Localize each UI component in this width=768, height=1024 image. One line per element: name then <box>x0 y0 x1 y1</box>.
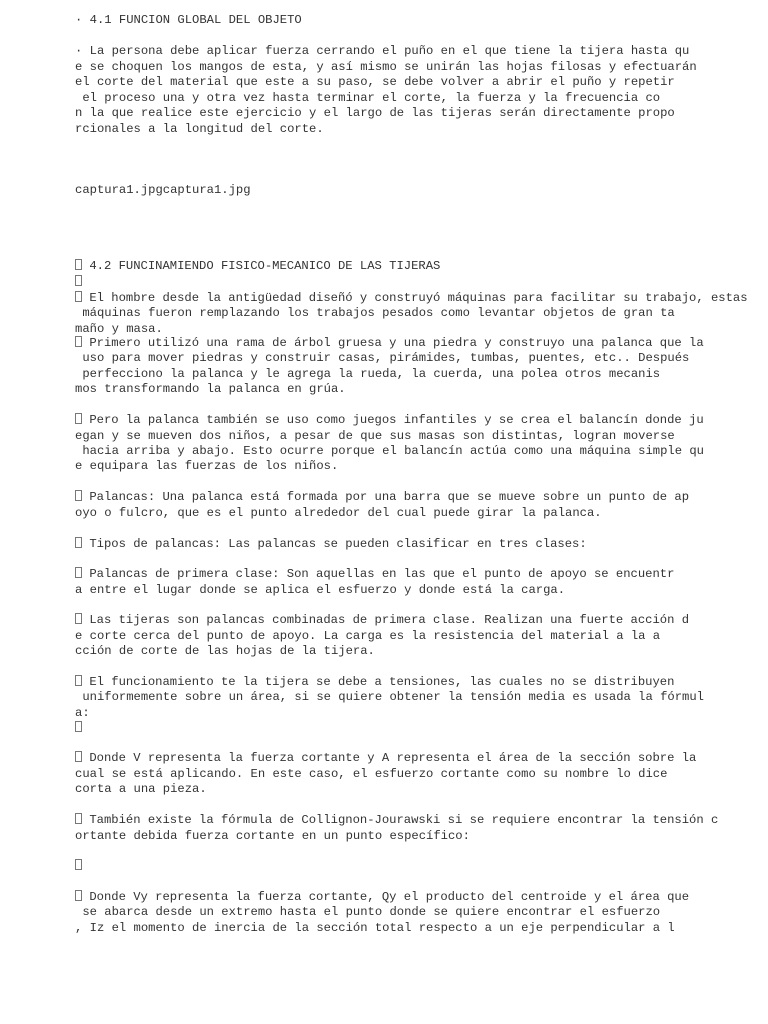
paragraph-line: rcionales a la longitud del corte. <box>75 122 324 136</box>
section-heading-4-1: · 4.1 FUNCION GLOBAL DEL OBJETO <box>75 13 302 27</box>
paragraph-line: se abarca desde un extremo hasta el punto donde se quiere encontrar el esfuerzo <box>75 905 661 919</box>
paragraph-line: oyo o fulcro, que es el punto alrededor del cual puede girar la palanca. <box>75 506 602 520</box>
paragraph-line: maño y masa. <box>75 322 163 336</box>
paragraph-line: corta a una pieza. <box>75 782 207 796</box>
paragraph-line <box>75 566 674 582</box>
missing-glyph-icon <box>75 751 82 762</box>
paragraph-line <box>75 812 718 828</box>
paragraph-line <box>75 674 674 690</box>
paragraph-line: máquinas fueron remplazando los trabajos pesados como levantar objetos de gran ta <box>75 306 675 320</box>
paragraph-line: e corte cerca del punto de apoyo. La carga es la resistencia del material a la a <box>75 629 661 643</box>
missing-glyph-icon <box>75 890 82 901</box>
paragraph-line: egan y se mueven dos niños, a pesar de que sus masas son distintas, logran moverse <box>75 429 675 443</box>
missing-glyph-icon <box>75 859 82 870</box>
paragraph-text: También existe la fórmula de Collignon-Jourawski si se requiere encontrar la tensión c <box>82 813 719 827</box>
paragraph-line: ortante debida fuerza cortante en un punto específico: <box>75 829 470 843</box>
paragraph-text: Tipos de palancas: Las palancas se pueden clasificar en tres clases: <box>82 537 587 551</box>
paragraph-text: Pero la palanca también se uso como juegos infantiles y se crea el balancín donde ju <box>82 413 704 427</box>
missing-glyph-icon <box>75 721 82 732</box>
paragraph-text: Donde V representa la fuerza cortante y A representa el área de la sección sobre la <box>82 751 697 765</box>
paragraph-line <box>75 412 704 428</box>
paragraph-text: Primero utilizó una rama de árbol gruesa y una piedra y construyo una palanca que la <box>82 336 704 350</box>
paragraph-line: el proceso una y otra vez hasta terminar el corte, la fuerza y la frecuencia co <box>75 91 661 105</box>
paragraph-text: Palancas de primera clase: Son aquellas en las que el punto de apoyo se encuentr <box>82 567 675 581</box>
formula-placeholder <box>75 858 82 874</box>
paragraph-line: a entre el lugar donde se aplica el esfuerzo y donde está la carga. <box>75 583 566 597</box>
paragraph-line <box>75 612 689 628</box>
paragraph-line: cción de corte de las hojas de la tijera. <box>75 644 375 658</box>
paragraph-line: · La persona debe aplicar fuerza cerrando el puño en el que tiene la tijera hasta qu <box>75 44 690 58</box>
paragraph-line <box>75 536 587 552</box>
paragraph-line: uniformemente sobre un área, si se quiere obtener la tensión media es usada la fórmul <box>75 690 704 704</box>
paragraph-line <box>75 489 689 505</box>
missing-glyph-icon <box>75 813 82 824</box>
paragraph-line: uso para mover piedras y construir casas, pirámides, tumbas, puentes, etc.. Después <box>75 351 690 365</box>
missing-glyph-icon <box>75 537 82 548</box>
missing-glyph-icon <box>75 613 82 624</box>
missing-glyph-icon <box>75 675 82 686</box>
paragraph-line: e se choquen los mangos de esta, y así mismo se unirán las hojas filosas y efectuarán <box>75 60 697 74</box>
paragraph-line: n la que realice este ejercicio y el largo de las tijeras serán directamente propo <box>75 106 675 120</box>
paragraph-line: e equipara las fuerzas de los niños. <box>75 459 339 473</box>
paragraph-line: perfecciono la palanca y le agrega la rueda, la cuerda, una polea otros mecanis <box>75 367 661 381</box>
paragraph-text: Palancas: Una palanca está formada por una barra que se mueve sobre un punto de ap <box>82 490 690 504</box>
formula-placeholder <box>75 720 82 736</box>
paragraph-text: Donde Vy representa la fuerza cortante, Qy el producto del centroide y el área que <box>82 890 690 904</box>
paragraph-line: a: <box>75 706 90 720</box>
paragraph-line: hacia arriba y abajo. Esto ocurre porque el balancín actúa como una máquina simple qu <box>75 444 704 458</box>
missing-glyph-icon <box>75 490 82 501</box>
paragraph-line: el corte del material que este a su paso, se debe volver a abrir el puño y repetir <box>75 75 675 89</box>
paragraph-line: mos transformando la palanca en grúa. <box>75 382 346 396</box>
paragraph-text: El funcionamiento te la tijera se debe a tensiones, las cuales no se distribuyen <box>82 675 675 689</box>
paragraph-text: Las tijeras son palancas combinadas de primera clase. Realizan una fuerte acción d <box>82 613 690 627</box>
paragraph-line <box>75 889 689 905</box>
missing-glyph-icon <box>75 567 82 578</box>
missing-glyph-icon <box>75 275 82 286</box>
paragraph-line: cual se está aplicando. En este caso, el esfuerzo cortante como su nombre lo dice <box>75 767 668 781</box>
paragraph-line <box>75 750 696 766</box>
missing-glyph-icon <box>75 413 82 424</box>
missing-glyph-icon <box>75 336 82 347</box>
image-placeholder-text: captura1.jpgcaptura1.jpg <box>75 183 251 197</box>
empty-glyph-line <box>75 274 82 290</box>
paragraph-text: El hombre desde la antigüedad diseñó y construyó máquinas para facilitar su trabajo, estas <box>82 291 748 305</box>
paragraph-line: , Iz el momento de inercia de la sección total respecto a un eje perpendicular a l <box>75 921 675 935</box>
paragraph-line <box>75 290 748 306</box>
paragraph-line <box>75 335 704 351</box>
section-heading-4-2: 4.2 FUNCINAMIENDO FISICO-MECANICO DE LAS TIJERAS <box>82 259 441 273</box>
missing-glyph-icon <box>75 259 82 270</box>
missing-glyph-icon <box>75 291 82 302</box>
section-heading-4-2-row <box>75 258 440 274</box>
